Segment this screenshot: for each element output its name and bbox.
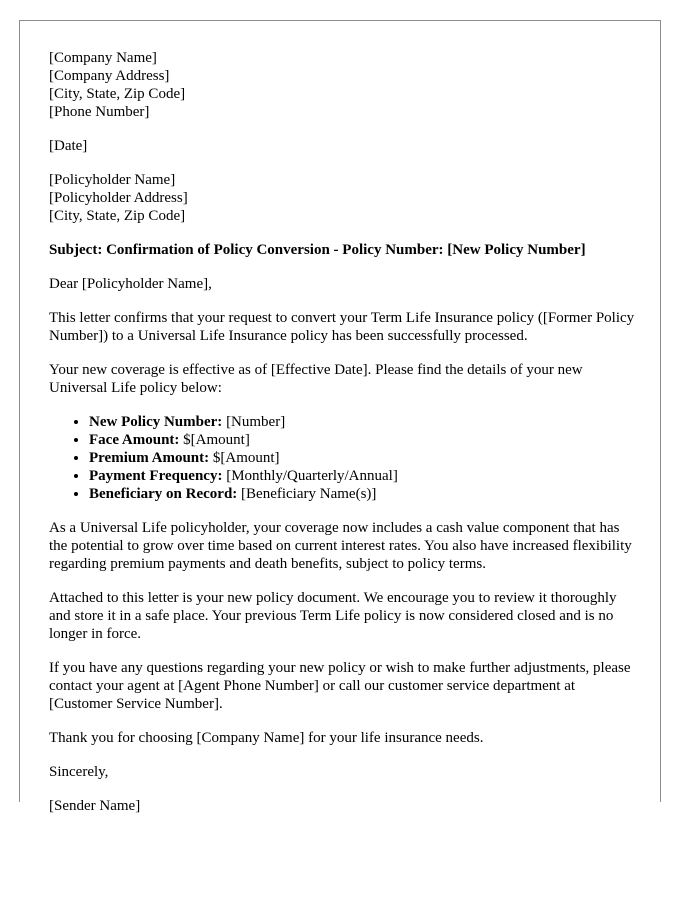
paragraph-effective-date: Your new coverage is effective as of [Effective Date]. Please find the details of your new Universal Life policy below: — [49, 362, 583, 396]
signature-name: [Sender Name] — [49, 798, 141, 814]
detail-value: [Beneficiary Name(s)] — [237, 486, 377, 502]
list-item — [89, 431, 639, 449]
policy-details-list — [49, 413, 639, 503]
detail-label: Face Amount: — [89, 432, 180, 448]
sender-company-name: [Company Name] — [49, 50, 157, 66]
detail-label: Payment Frequency: — [89, 468, 223, 484]
detail-label: Beneficiary on Record: — [89, 486, 238, 502]
detail-value: [Number] — [222, 414, 286, 430]
subject-line: Subject: Confirmation of Policy Conversion - Policy Number: [New Policy Number] — [49, 242, 586, 258]
closing: Sincerely, — [49, 764, 109, 780]
detail-value: [Monthly/Quarterly/Annual] — [222, 468, 398, 484]
detail-label: New Policy Number: — [89, 414, 223, 430]
letter-content — [49, 49, 639, 831]
salutation: Dear [Policyholder Name], — [49, 276, 212, 292]
paragraph-cash-value: As a Universal Life policyholder, your coverage now includes a cash value component that has the potential to grow over time based on current interest rates. You also have increased flexibility regarding premium payments and death benefits, subject to policy terms. — [49, 520, 632, 572]
sender-company-address: [Company Address] — [49, 68, 170, 84]
recipient-address-block — [49, 171, 639, 225]
paragraph-contact: If you have any questions regarding your new policy or wish to make further adjustments, please contact your agent at [Agent Phone Number] or call our customer service department at [Customer Service Number]. — [49, 660, 631, 712]
detail-value: $[Amount] — [209, 450, 280, 466]
detail-label: Premium Amount: — [89, 450, 210, 466]
sender-phone: [Phone Number] — [49, 104, 150, 120]
sender-address-block — [49, 49, 639, 121]
letter-page — [19, 20, 661, 814]
list-item — [89, 485, 639, 503]
recipient-city-state-zip: [City, State, Zip Code] — [49, 208, 186, 224]
recipient-name: [Policyholder Name] — [49, 172, 176, 188]
list-item — [89, 449, 639, 467]
recipient-address: [Policyholder Address] — [49, 190, 188, 206]
list-item — [89, 413, 639, 431]
paragraph-thank-you: Thank you for choosing [Company Name] for your life insurance needs. — [49, 730, 484, 746]
list-item — [89, 467, 639, 485]
paragraph-policy-document: Attached to this letter is your new policy document. We encourage you to review it thoroughly and store it in a safe place. Your previous Term Life policy is now considered closed and is no longer in force. — [49, 590, 617, 642]
detail-value: $[Amount] — [179, 432, 250, 448]
paragraph-confirmation: This letter confirms that your request to convert your Term Life Insurance policy ([Former Policy Number]) to a Universal Life Insurance policy has been successfully processed. — [49, 310, 635, 344]
letter-date: [Date] — [49, 138, 88, 154]
sender-city-state-zip: [City, State, Zip Code] — [49, 86, 186, 102]
